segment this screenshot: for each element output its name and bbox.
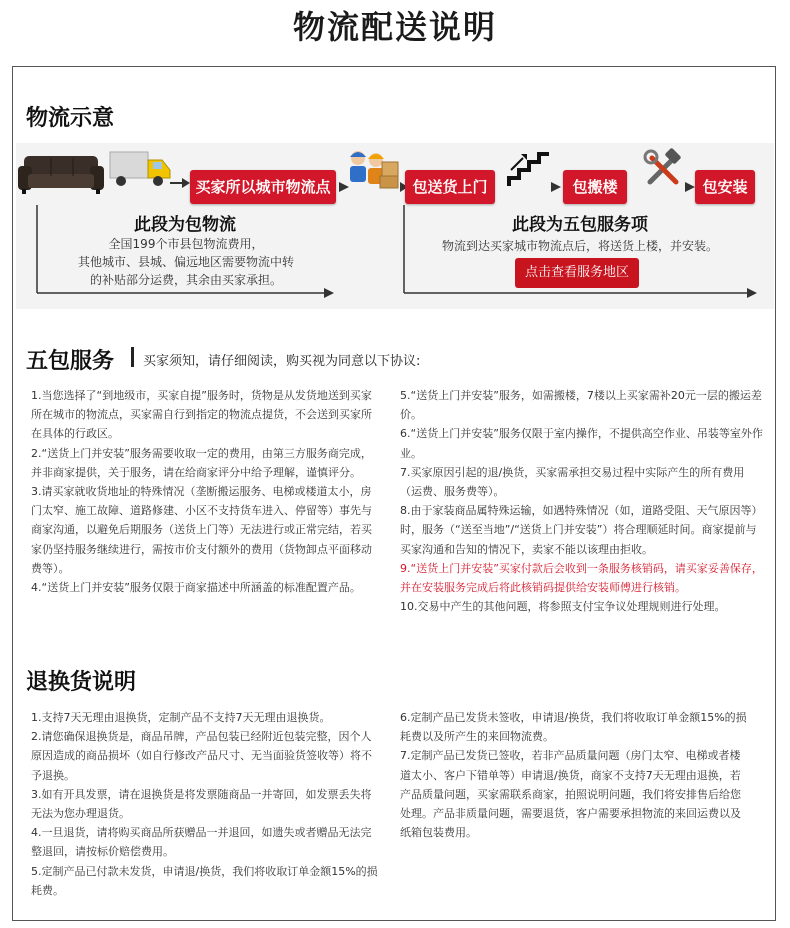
logistics-desc-line-1: 全国199个市县包物流费用，	[108, 237, 264, 251]
logistics-heading: 物流示意	[26, 106, 115, 131]
returns-heading: 退换货说明	[26, 670, 137, 695]
truck-icon	[108, 150, 172, 190]
flow-arrow-4	[549, 181, 563, 193]
step-city-logistics-point: 买家所以城市物流点	[190, 170, 336, 204]
logistics-desc-line-3: 的补贴部分运费，其余由买家承担。	[89, 273, 282, 287]
returns-item-5: 5.定制产品已付款未发货，申请退/换货，我们将收取订单金额15%的损耗费。	[31, 864, 378, 897]
logistics-desc-line-2: 其他城市、县城、偏远地区需要物流中转	[77, 255, 294, 269]
tools-icon	[642, 148, 684, 190]
returns-item-2: 2.请您确保退换货是，商品吊牌，产品包装已经附近包装完整，因个人原因造成的商品损坏（如自行修改产品尺寸、无当面验货签收等）将不予退换。	[31, 730, 372, 782]
wubao-item-10: 10.交易中产生的其他问题，将参照支付宝争议处理规则进行处理。	[400, 600, 726, 614]
wubao-item-6: 6.“送货上门并安装”服务仅限于室内操作，不提供高空作业、吊装等室外作业。	[400, 427, 763, 460]
step-home-delivery: 包送货上门	[405, 170, 495, 204]
workers-icon	[344, 148, 400, 192]
wubao-left-column	[31, 386, 381, 597]
wubao-item-1: 1.当您选择了“到地级市，买家自提”服务时，货物是从发货地送到买家所在城市的物流点，买家需自行到指定的物流点提货，不会送到买家所在具体的行政区。	[31, 389, 372, 441]
logistics-block-desc	[46, 235, 326, 289]
returns-left-column	[31, 708, 381, 900]
returns-item-6: 6.定制产品已发货未签收，申请退/换货，我们将收取订单金额15%的损耗费以及所产生的来回物流费。	[400, 711, 747, 744]
wubao-item-9: 9.“送货上门并安装”买家付款后会收到一条服务核销码，请买家妥善保存，并在安装服务完成后将此核销码提供给安装师傅进行核销。	[400, 561, 763, 595]
wubao-item-5: 5.“送货上门并安装”服务，如需搬楼，7楼以上买家需补20元一层的搬运差价。	[400, 389, 762, 422]
wubao-right-column	[400, 386, 764, 616]
wubao-heading: 五包服务	[26, 349, 115, 374]
wubao-item-3: 3.请买家就收货地址的特殊情况（垄断搬运服务、电梯或楼道太小，房门太窄、施工故障、道路修建、小区不支持货车进入、停留等）事先与商家沟通，以避免后期服务（送货上门等）无法进行或正常完结，若买家仍坚持服务继续进行，需按市价支付额外的费用（货物卸点平面移动费等）。	[31, 485, 372, 575]
step-installation: 包安装	[695, 170, 755, 204]
returns-item-3: 3.如有开具发票，请在退换货是将发票随商品一并寄回，如发票丢失将无法为您办理退货。	[31, 787, 372, 821]
view-service-area-button[interactable]: 点击查看服务地区	[515, 258, 639, 288]
stairs-icon	[507, 150, 551, 190]
returns-item-4: 4.一旦退货，请将购买商品所获赠品一并退回，如遗失或者赠品无法完整退回，请按标价赔偿费用。	[31, 826, 372, 859]
wubao-item-4: 4.“送货上门并安装”服务仅限于商家描述中所涵盖的标准配置产品。	[31, 581, 361, 595]
page-title: 物流配送说明	[292, 8, 497, 46]
service-block-heading: 此段为五包服务项	[512, 215, 648, 235]
service-block-desc: 物流到达买家城市物流点后，将送货上楼，并安装。	[441, 239, 718, 253]
sofa-icon	[18, 152, 104, 196]
returns-item-1: 1.支持7天无理由退换货，定制产品不支持7天无理由退换货。	[31, 711, 331, 724]
wubao-item-2: 2.“送货上门并安装”服务需要收取一定的费用，由第三方服务商完成，并非商家提供，关于服务，请在给商家评分中给予理解，谨慎评分。	[31, 446, 372, 479]
wubao-item-8: 8.由于家装商品属特殊运输，如遇特殊情况（如，道路受阻、天气原因等）时，服务（“送至当地”/“送货上门并安装”）将合理顺延时间。商家提前与买家沟通和告知的情况下，卖家不能以该理由拒收。	[400, 504, 763, 556]
wubao-subtitle: 买家须知，请仔细阅读，购买视为同意以下协议:	[143, 354, 421, 369]
step-carry-upstairs: 包搬楼	[563, 170, 627, 204]
returns-right-column	[400, 708, 750, 842]
heading-divider	[131, 347, 134, 367]
wubao-item-7: 7.买家原因引起的退/换货，买家需承担交易过程中实际产生的所有费用（运费、服务费等）。	[400, 465, 745, 499]
returns-item-7: 7.定制产品已发货已签收，若非产品质量问题（房门太窄、电梯或者楼道太小、客户下错单等）申请退/换货，商家不支持7天无理由退换，若产品质量问题，买家需联系商家，拍照说明问题，我们将安排售后给您处理。产品非质量问题，需要退货，客户需要承担物流的来回运费以及纸箱包装费用。	[400, 749, 741, 840]
flow-arrow-1	[170, 176, 192, 190]
logistics-block-heading: 此段为包物流	[134, 215, 236, 235]
